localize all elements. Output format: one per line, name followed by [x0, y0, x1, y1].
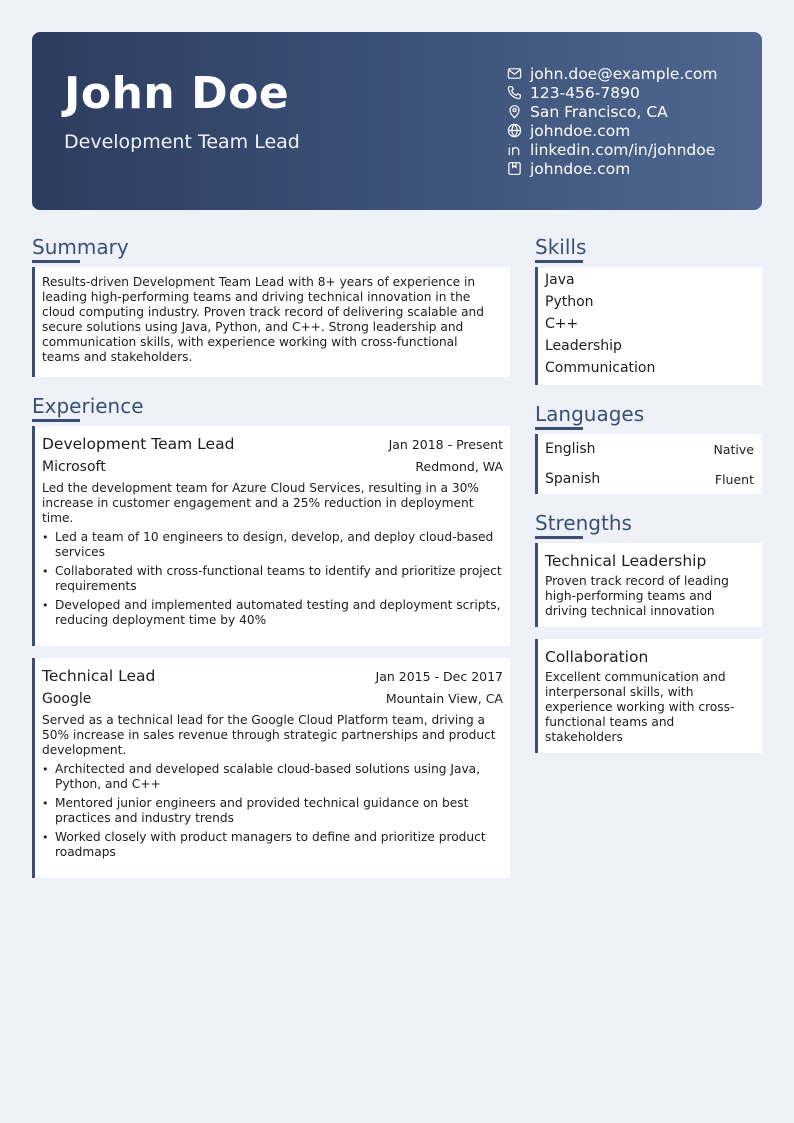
experience-location: Redmond, WA: [415, 459, 503, 474]
experience-heading: Experience: [32, 394, 144, 418]
experience-bullet: • Led a team of 10 engineers to design, develop, and deploy cloud-based services: [42, 530, 503, 560]
contact-phone[interactable]: [507, 83, 717, 102]
strength-card: [535, 543, 762, 627]
location-icon: [507, 104, 522, 119]
strength-title: Technical Leadership: [545, 552, 707, 570]
contact-list: [507, 64, 717, 178]
phone-icon: [507, 85, 522, 100]
experience-description: Served as a technical lead for the Google Cloud Platform team, driving a 50% increase in sales revenue through strategic partnerships and product development.: [42, 713, 496, 757]
experience-entry: [32, 426, 510, 646]
summary-card: [32, 267, 510, 377]
bookmark-icon: [507, 161, 522, 176]
experience-dates: Jan 2015 - Dec 2017: [375, 669, 503, 684]
contact-location: [507, 102, 717, 121]
experience-bullet: • Developed and implemented automated testing and deployment scripts, reducing deployment time by 40%: [42, 598, 503, 628]
contact-phone-text: 123-456-7890: [530, 83, 640, 102]
strength-title: Collaboration: [545, 648, 649, 666]
skill-item: Communication: [545, 360, 656, 376]
contact-linkedin[interactable]: [507, 140, 717, 159]
languages-card: [535, 434, 762, 494]
contact-portfolio-text: johndoe.com: [530, 159, 631, 178]
strengths-underline: [535, 536, 583, 539]
globe-icon: [507, 123, 522, 138]
language-level: Native: [713, 441, 754, 457]
summary-heading: Summary: [32, 235, 129, 259]
summary-text: Results-driven Development Team Lead with 8+ years of experience in leading high-performing teams and driving technical innovation in the cloud computing industry. Proven track record of delivering scalable and secure solutions using Java, Python, and C++. Strong leadership and communication skills, with experience working with cross-functional teams and stakeholders.: [42, 275, 485, 364]
contact-website-text: johndoe.com: [530, 121, 631, 140]
experience-role: Technical Lead: [42, 667, 156, 685]
experience-location: Mountain View, CA: [385, 691, 503, 706]
skills-heading: Skills: [535, 235, 587, 259]
experience-underline: [32, 419, 80, 422]
experience-bullets: [42, 530, 503, 628]
summary-underline: [32, 260, 80, 263]
skills-underline: [535, 260, 583, 263]
experience-bullet: • Mentored junior engineers and provided technical guidance on best practices and industry trends: [42, 796, 503, 826]
strength-card: [535, 639, 762, 753]
mail-icon: [507, 66, 522, 81]
skill-item: Java: [545, 272, 575, 288]
language-level: Fluent: [714, 471, 754, 487]
experience-bullet: • Architected and developed scalable cloud-based solutions using Java, Python, and C++: [42, 762, 503, 792]
contact-website[interactable]: [507, 121, 717, 140]
skill-item: Python: [545, 294, 594, 310]
contact-location-text: San Francisco, CA: [530, 102, 668, 121]
experience-dates: Jan 2018 - Present: [388, 437, 503, 452]
strength-description: Excellent communication and interpersonal skills, with experience working with cross-functional teams and stakeholders: [545, 670, 735, 744]
languages-heading: Languages: [535, 402, 645, 426]
experience-bullets: [42, 762, 503, 860]
languages-underline: [535, 427, 583, 430]
skills-card: [535, 267, 762, 385]
strength-description: Proven track record of leading high-performing teams and driving technical innovation: [545, 574, 729, 618]
experience-company: Microsoft: [42, 459, 106, 475]
experience-bullet: • Collaborated with cross-functional teams to identify and prioritize project requirements: [42, 564, 503, 594]
experience-entry: [32, 658, 510, 878]
candidate-name: John Doe: [64, 68, 290, 119]
linkedin-icon: [507, 142, 522, 157]
contact-email[interactable]: [507, 64, 717, 83]
experience-bullet: • Worked closely with product managers to define and prioritize product roadmaps: [42, 830, 503, 860]
language-row: [538, 434, 762, 464]
contact-email-text: john.doe@example.com: [530, 64, 718, 83]
language-name: English: [545, 441, 596, 457]
experience-role: Development Team Lead: [42, 435, 235, 453]
skill-item: C++: [545, 316, 579, 332]
resume-header: [32, 32, 762, 210]
strengths-heading: Strengths: [535, 511, 632, 535]
language-row: [538, 464, 762, 494]
candidate-title: Development Team Lead: [64, 131, 300, 153]
experience-description: Led the development team for Azure Cloud Services, resulting in a 30% increase in customer engagement and a 25% reduction in deployment time.: [42, 481, 479, 525]
contact-linkedin-text: linkedin.com/in/johndoe: [530, 140, 716, 159]
contact-portfolio[interactable]: [507, 159, 717, 178]
skill-item: Leadership: [545, 338, 622, 354]
language-name: Spanish: [545, 471, 601, 487]
experience-company: Google: [42, 691, 92, 707]
